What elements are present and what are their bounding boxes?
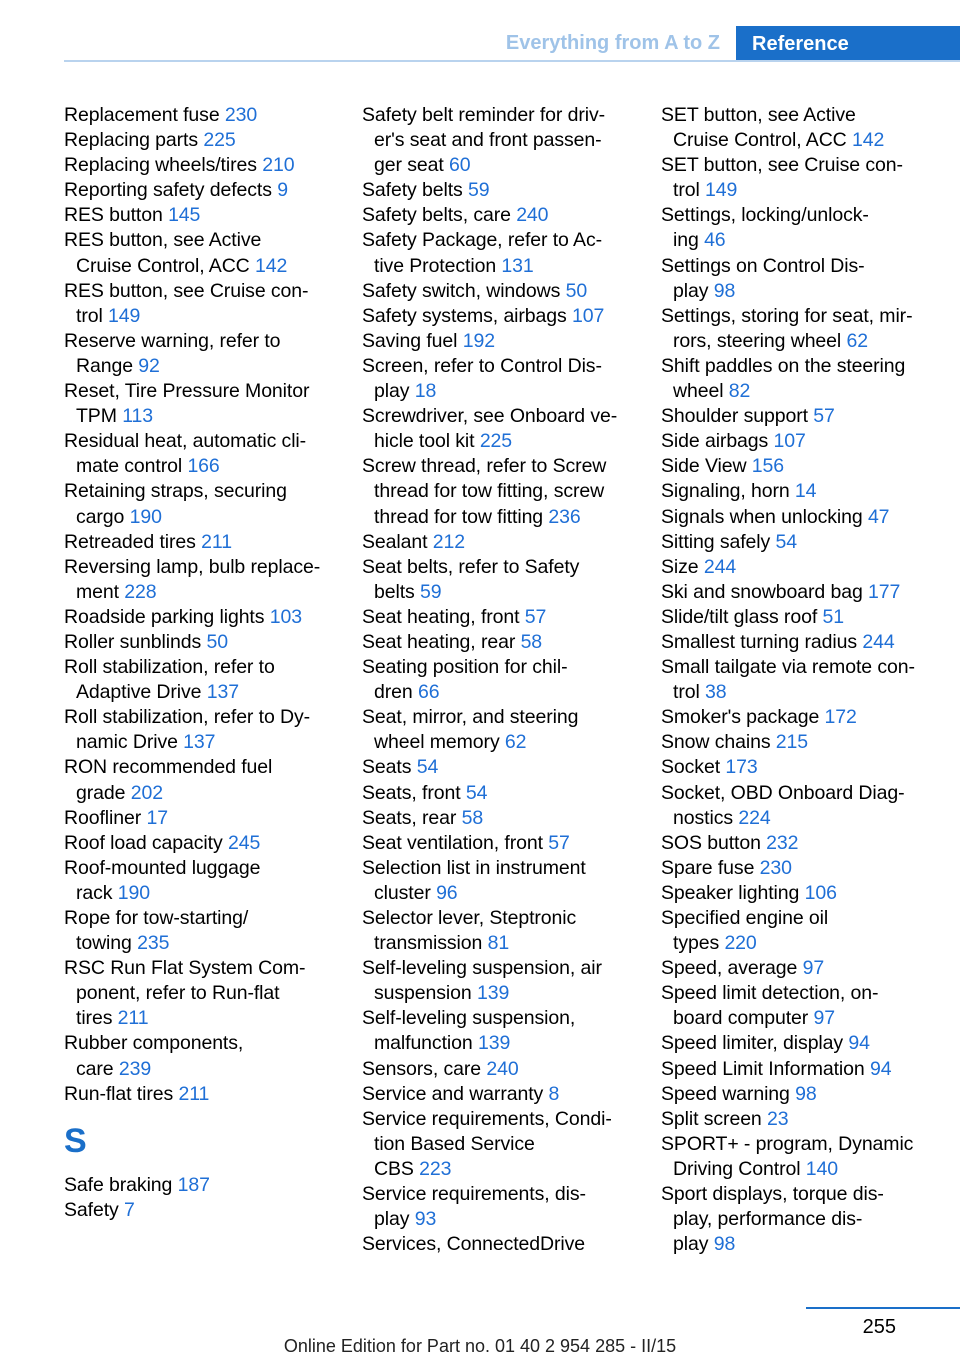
page-reference-link[interactable]: 97 (802, 957, 825, 980)
index-entry-text: Sensors, care (362, 1057, 482, 1080)
index-entry (661, 354, 933, 404)
index-entry (362, 1057, 634, 1082)
index-entry (362, 956, 634, 1006)
index-entry (362, 1232, 634, 1257)
page-reference-link[interactable]: 235 (137, 932, 170, 955)
page-reference-link[interactable]: 225 (479, 430, 513, 453)
index-entry (64, 379, 336, 429)
index-entry-text: Retreaded tires (64, 530, 196, 553)
page-reference-link[interactable]: 215 (775, 731, 809, 754)
index-entry-text: Socket, OBD Onboard Diag- nostics (661, 781, 905, 829)
index-entry-text: Settings on Control Dis- play (661, 254, 865, 302)
index-entry (661, 555, 933, 580)
page-reference-link[interactable]: 98 (713, 1233, 736, 1256)
index-entry-text: Socket (661, 756, 721, 779)
page-reference-link[interactable]: 190 (129, 505, 162, 528)
page-reference-link[interactable]: 166 (187, 455, 220, 478)
page-reference-link[interactable]: 18 (414, 380, 437, 403)
index-entry-text: Speed warning (661, 1082, 790, 1105)
page-reference-link[interactable]: 230 (224, 104, 258, 126)
header-divider (64, 60, 960, 62)
index-entry-text: Smoker's package (661, 706, 820, 729)
page-reference-link[interactable]: 57 (813, 405, 835, 428)
index-entry-text: Seat ventilation, front (362, 831, 543, 854)
index-entry-text: Safe braking (64, 1173, 173, 1196)
index-entry (64, 906, 336, 956)
index-entry-text: Ski and snowboard bag (661, 580, 863, 603)
index-entry-text: Saving fuel (362, 329, 458, 352)
page-reference-link[interactable]: 142 (852, 129, 885, 152)
page-reference-link[interactable]: 220 (724, 932, 757, 955)
page-reference-link[interactable]: 211 (117, 1007, 149, 1030)
index-entry-text: Seats, front (362, 781, 461, 804)
index-entry-text: Seat, mirror, and steering wheel memory (362, 706, 579, 754)
index-entry (661, 479, 933, 504)
index-entry (661, 254, 933, 304)
index-entry (64, 103, 336, 128)
page-reference-link[interactable]: 236 (548, 505, 581, 528)
index-entry (362, 454, 634, 529)
index-entry (661, 1182, 933, 1257)
page-reference-link[interactable]: 139 (477, 1032, 511, 1055)
index-entry (362, 1182, 634, 1232)
index-entry (362, 1107, 634, 1182)
index-entry-text: Specified engine oil types (661, 907, 829, 955)
index-entry (64, 178, 336, 203)
edition-footer: Online Edition for Part no. 01 40 2 954 285 - II/15 (283, 1336, 677, 1356)
index-entry (362, 806, 634, 831)
page-reference-link[interactable]: 94 (869, 1057, 892, 1080)
index-entry-text: Safety Package, refer to Ac- tive Protection (362, 229, 602, 277)
page-reference-link[interactable]: 60 (449, 154, 471, 177)
index-entry (362, 755, 634, 780)
index-entry-text: Rope for tow-starting/ towing (64, 907, 249, 955)
page-reference-link[interactable]: 92 (138, 354, 160, 377)
index-entry (362, 178, 634, 203)
index-entry (661, 605, 933, 630)
page-reference-link[interactable]: 50 (565, 279, 588, 302)
index-entry (64, 479, 336, 529)
index-entry-text: Settings, locking/unlock- ing (661, 204, 869, 252)
index-entry-text: Seats, rear (362, 806, 457, 829)
index-entry-text: Speed limit detection, on- board computer (661, 982, 879, 1030)
page-reference-link[interactable]: 202 (130, 781, 163, 804)
index-entry-text: Screw thread, refer to Screw thread for tow fitting, screw thread for tow fitting (362, 455, 607, 528)
index-entry-text: Shift paddles on the steering wheel (661, 354, 906, 403)
index-entry (661, 1132, 933, 1182)
index-entry-text: Roll stabilization, refer to Dy- namic Drive (64, 706, 311, 754)
page-reference-link[interactable]: 17 (146, 806, 168, 829)
index-entry (362, 1006, 634, 1056)
index-entry-text: Smallest turning radius (661, 630, 858, 653)
index-entry (362, 279, 634, 304)
index-entry-text: Replacing parts (64, 129, 198, 152)
index-entry (362, 228, 634, 278)
index-entry (661, 505, 933, 530)
index-entry-text: Roofliner (64, 806, 142, 829)
page-number: 255 (862, 1316, 896, 1338)
index-entry (362, 203, 634, 228)
page-reference-link[interactable]: 54 (465, 781, 488, 804)
index-entry-text: Safety switch, windows (362, 279, 561, 302)
index-entry-text: Reversing lamp, bulb replace- ment (64, 555, 321, 603)
header-tab-reference[interactable]: Reference (736, 26, 960, 62)
index-entry (362, 329, 634, 354)
page-reference-link[interactable]: 97 (813, 1007, 836, 1030)
page-reference-link[interactable]: 211 (178, 1082, 210, 1105)
index-entry (362, 605, 634, 630)
page-reference-link[interactable]: 58 (520, 630, 543, 653)
index-entry (661, 429, 933, 454)
index-entry-text: Signaling, horn (661, 480, 790, 503)
index-entry-text: Roof-mounted luggage rack (64, 856, 261, 904)
index-entry-text: Replacing wheels/tires (64, 154, 257, 177)
index-entry (362, 630, 634, 655)
index-entry-text: Slide/tilt glass roof (661, 605, 818, 628)
page-reference-link[interactable]: 62 (846, 329, 868, 352)
page-reference-link[interactable]: 228 (124, 580, 157, 603)
index-entry (64, 228, 336, 278)
index-entry-text: Reserve warning, refer to Range (64, 329, 281, 377)
page-reference-link[interactable]: 244 (703, 555, 737, 578)
index-entry (64, 605, 336, 630)
index-entry-text: Size (661, 555, 699, 578)
index-entry-text: Screen, refer to Control Dis- play (362, 354, 602, 403)
index-entry (362, 856, 634, 906)
index-entry (362, 354, 634, 404)
page-reference-link[interactable]: 212 (432, 530, 466, 553)
index-column-1 (64, 103, 336, 1223)
page-reference-link[interactable]: 145 (168, 204, 201, 227)
index-entry-text: Safety belts, care (362, 204, 511, 227)
index-entry (661, 103, 933, 153)
index-entry-text: Seats (362, 756, 412, 779)
page-reference-link[interactable]: 240 (516, 204, 549, 227)
index-entry-text: Retaining straps, securing cargo (64, 480, 287, 528)
index-entry (64, 630, 336, 655)
index-entry-text: RES button, see Cruise con- trol (64, 279, 309, 327)
index-entry-text: Self-leveling suspension, air suspension (362, 957, 602, 1005)
index-entry-text: Split screen (661, 1107, 762, 1130)
index-entry (661, 956, 933, 981)
index-entry (661, 705, 933, 730)
page-reference-link[interactable]: 62 (504, 731, 527, 754)
page-reference-link[interactable]: 59 (420, 580, 442, 603)
index-entry (661, 730, 933, 755)
page-reference-link[interactable]: 223 (419, 1157, 452, 1180)
index-entry-text: Signals when unlocking (661, 505, 863, 528)
index-entry (661, 530, 933, 555)
index-entry (661, 881, 933, 906)
index-entry-text: Seat belts, refer to Safety belts (362, 555, 580, 603)
index-entry (661, 655, 933, 705)
index-entry (362, 831, 634, 856)
index-entry (64, 1031, 336, 1081)
index-entry-text: Replacement fuse (64, 104, 220, 126)
index-entry-text: Service requirements, dis- play (362, 1183, 586, 1231)
page-reference-link[interactable]: 50 (206, 630, 228, 653)
index-entry-text: Reporting safety defects (64, 179, 272, 202)
index-entry-text: Side airbags (661, 430, 769, 453)
page-reference-link[interactable]: 82 (728, 380, 751, 403)
index-entry (661, 831, 933, 856)
index-entry-text: SPORT+ - program, Dynamic Driving Control (661, 1132, 914, 1180)
page-reference-link[interactable]: 96 (436, 881, 458, 904)
index-entry (661, 153, 933, 203)
index-entry-text: Settings, storing for seat, mir- rors, steering wheel (661, 304, 913, 352)
page-reference-link[interactable]: 225 (203, 129, 236, 152)
page-reference-link[interactable]: 93 (414, 1208, 437, 1231)
index-entry-text: Sport displays, torque dis- play, performance dis- play (661, 1183, 884, 1256)
page-reference-link[interactable]: 38 (705, 681, 727, 704)
index-entry-text: Sitting safely (661, 530, 771, 553)
page-reference-link[interactable]: 23 (767, 1107, 789, 1130)
index-entry-text: Service requirements, Condi- tion Based Service CBS (362, 1107, 612, 1180)
index-entry-text: Rubber components, care (64, 1032, 244, 1080)
index-entry (661, 203, 933, 253)
index-entry (64, 153, 336, 178)
page-reference-link[interactable]: 103 (269, 605, 302, 628)
index-entry (64, 279, 336, 329)
page-reference-link[interactable]: 142 (255, 254, 288, 277)
index-entry (661, 1031, 933, 1056)
page-reference-link[interactable]: 140 (805, 1157, 839, 1180)
index-entry-text: Seat heating, front (362, 605, 520, 628)
index-entry (362, 705, 634, 755)
index-entry (64, 203, 336, 228)
page-reference-link[interactable]: 224 (738, 806, 771, 829)
index-column-2 (362, 103, 634, 1257)
page-reference-link[interactable]: 149 (108, 304, 141, 327)
page-reference-link[interactable]: 239 (118, 1057, 152, 1080)
page-reference-link[interactable]: 98 (713, 279, 736, 302)
page-reference-link[interactable]: 9 (277, 179, 288, 202)
page-reference-link[interactable]: 54 (416, 756, 439, 779)
page-reference-link[interactable]: 107 (773, 430, 806, 453)
index-entry (362, 555, 634, 605)
index-entry-text: Snow chains (661, 731, 771, 754)
index-entry-text: Speed, average (661, 957, 798, 980)
index-entry-text: Run-flat tires (64, 1082, 174, 1105)
header-section-title: Everything from A to Z (505, 32, 720, 54)
index-entry (661, 630, 933, 655)
page-reference-link[interactable]: 210 (262, 154, 295, 177)
index-entry (64, 1173, 336, 1198)
index-entry-text: Selector lever, Steptronic transmission (362, 907, 577, 955)
index-entry-text: Roadside parking lights (64, 605, 265, 628)
index-entry (64, 831, 336, 856)
index-entry (64, 555, 336, 605)
index-entry-text: SOS button (661, 831, 761, 854)
index-entry (362, 1082, 634, 1107)
index-entry (362, 404, 634, 454)
index-entry (362, 103, 634, 178)
index-entry-text: Roll stabilization, refer to Adaptive Drive (64, 656, 275, 704)
page-reference-link[interactable]: 59 (468, 179, 490, 202)
index-entry (64, 530, 336, 555)
index-entry-text: Screwdriver, see Onboard ve- hicle tool kit (362, 405, 618, 453)
index-entry-text: Residual heat, automatic cli- mate control (64, 430, 307, 478)
page-reference-link[interactable]: 7 (124, 1198, 135, 1221)
page-reference-link[interactable]: 172 (824, 706, 857, 729)
index-entry-text: Reset, Tire Pressure Monitor TPM (64, 380, 310, 428)
page-reference-link[interactable]: 8 (548, 1082, 560, 1105)
index-entry (661, 1082, 933, 1107)
index-entry (362, 530, 634, 555)
index-entry (64, 655, 336, 705)
page-reference-link[interactable]: 14 (794, 480, 817, 503)
index-entry (64, 128, 336, 153)
index-entry-text: Safety (64, 1198, 119, 1221)
index-entry-text: Speaker lighting (661, 881, 800, 904)
index-entry (661, 1057, 933, 1082)
index-entry-text: Roof load capacity (64, 831, 223, 854)
index-entry-text: RON recommended fuel grade (64, 756, 273, 804)
page-reference-link[interactable]: 139 (476, 982, 510, 1005)
page-reference-link[interactable]: 192 (462, 329, 495, 352)
index-entry (661, 755, 933, 780)
page-reference-link[interactable]: 187 (177, 1173, 210, 1196)
index-entry (661, 454, 933, 479)
page-reference-link[interactable]: 106 (804, 881, 837, 904)
page-reference-link[interactable]: 137 (183, 731, 216, 754)
page-reference-link[interactable]: 57 (548, 831, 570, 854)
index-entry (661, 1107, 933, 1132)
page-reference-link[interactable]: 131 (501, 254, 534, 277)
index-entry (64, 755, 336, 805)
index-entry-text: Roller sunblinds (64, 630, 202, 653)
index-letter-heading: S (64, 1121, 87, 1160)
index-entry-text: RES button, see Active Cruise Control, ACC (64, 229, 262, 277)
index-entry-text: RES button (64, 204, 163, 227)
index-entry (64, 429, 336, 479)
index-entry (661, 981, 933, 1031)
page-reference-link[interactable]: 58 (461, 806, 484, 829)
index-column-3 (661, 103, 933, 1257)
index-entry-text: Safety systems, airbags (362, 304, 567, 327)
index-entry (64, 705, 336, 755)
index-entry (661, 856, 933, 881)
index-entry-text: Seat heating, rear (362, 630, 516, 653)
index-entry (64, 329, 336, 379)
index-entry (64, 956, 336, 1031)
index-entry (362, 304, 634, 329)
index-entry (661, 781, 933, 831)
page-reference-link[interactable]: 107 (572, 304, 605, 327)
page-reference-link[interactable]: 156 (751, 455, 785, 478)
page-reference-link[interactable]: 51 (822, 605, 844, 628)
index-entry-text: Speed Limit Information (661, 1057, 865, 1080)
index-entry (661, 404, 933, 429)
page-reference-link[interactable]: 47 (867, 505, 890, 528)
index-entry (362, 906, 634, 956)
index-entry-text: Selection list in instrument cluster (362, 856, 586, 904)
page-reference-link[interactable]: 46 (704, 229, 726, 252)
page-reference-link[interactable]: 230 (759, 856, 792, 879)
page-reference-link[interactable]: 177 (868, 580, 901, 603)
index-entry-text: SET button, see Cruise con- trol (661, 154, 903, 202)
index-entry (362, 781, 634, 806)
page-reference-link[interactable]: 173 (725, 756, 758, 779)
page-reference-link[interactable]: 240 (486, 1057, 519, 1080)
page-reference-link[interactable]: 57 (524, 605, 547, 628)
page-reference-link[interactable]: 244 (862, 630, 895, 653)
page-reference-link[interactable]: 98 (795, 1082, 817, 1105)
index-entry-text: Safety belts (362, 179, 463, 202)
index-entry (64, 856, 336, 906)
page-reference-link[interactable]: 94 (848, 1032, 870, 1055)
index-entry (64, 806, 336, 831)
index-entry-text: Sealant (362, 530, 428, 553)
index-entry (64, 1198, 336, 1223)
index-entry-text: Small tailgate via remote con- trol (661, 656, 915, 704)
index-entry-text: SET button, see Active Cruise Control, ACC (661, 104, 856, 152)
page-reference-link[interactable]: 211 (201, 530, 232, 553)
page-reference-link[interactable]: 54 (775, 530, 797, 553)
index-entry-text: Shoulder support (661, 405, 808, 428)
page-reference-link[interactable]: 149 (705, 179, 738, 202)
index-entry (661, 304, 933, 354)
index-entry-text: Speed limiter, display (661, 1032, 844, 1055)
page-reference-link[interactable]: 81 (487, 932, 510, 955)
page-reference-link[interactable]: 137 (206, 681, 239, 704)
index-entry-text: Services, ConnectedDrive (362, 1233, 586, 1256)
index-entry-text: Side View (661, 455, 747, 478)
index-entry (64, 1082, 336, 1107)
footer-divider (806, 1307, 960, 1309)
page-reference-link[interactable]: 66 (417, 681, 440, 704)
page-reference-link[interactable]: 245 (227, 831, 261, 854)
index-entry-text: Safety belt reminder for driv- er's seat and front passen- ger seat (362, 104, 606, 177)
index-entry-text: Self-leveling suspension, malfunction (362, 1007, 576, 1055)
index-entry-text: RSC Run Flat System Com- ponent, refer to Run-flat tires (64, 957, 306, 1030)
index-entry (661, 906, 933, 956)
index-entry (661, 580, 933, 605)
page-reference-link[interactable]: 190 (117, 881, 151, 904)
index-entry-text: Spare fuse (661, 856, 755, 879)
page-reference-link[interactable]: 232 (766, 831, 799, 854)
index-entry-text: Seating position for chil- dren (362, 656, 568, 704)
index-entry-text: Service and warranty (362, 1082, 544, 1105)
index-entry (362, 655, 634, 705)
page-reference-link[interactable]: 113 (122, 405, 153, 428)
